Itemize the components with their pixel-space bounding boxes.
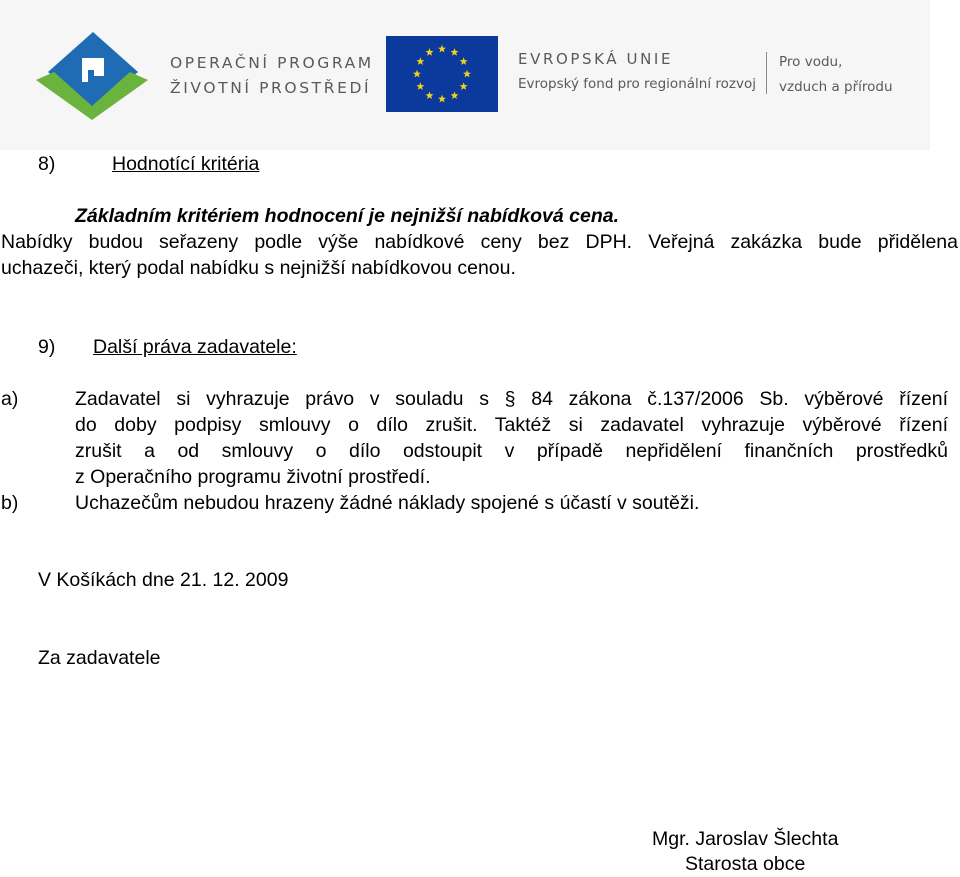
signatory-title: Starosta obce xyxy=(685,853,806,875)
opzp-program-name xyxy=(170,51,374,101)
item-a-marker: a) xyxy=(1,388,19,410)
item-a-line-4: z Operačního programu životní prostředí. xyxy=(75,466,431,488)
section-8-number: 8) xyxy=(38,153,56,175)
section-9-number: 9) xyxy=(38,336,56,358)
section-8-title: Hodnotící kritéria xyxy=(112,153,260,175)
motto-line-2: vzduch a přírodu xyxy=(779,79,893,95)
eu-title: EVROPSKÁ UNIE xyxy=(518,50,674,68)
motto-line-1: Pro vodu, xyxy=(779,54,843,70)
item-a-text xyxy=(75,386,948,490)
main-criterion: Základním kritériem hodnocení je nejnižší nabídková cena. xyxy=(75,205,619,227)
opzp-line-1: OPERAČNÍ PROGRAM xyxy=(170,54,374,72)
section-8-line-2: uchazeči, který podal nabídku s nejnižší nabídkovou cenou. xyxy=(1,257,516,279)
logo-header xyxy=(0,0,930,150)
item-b-marker: b) xyxy=(1,492,19,514)
opzp-logo-icon xyxy=(34,30,152,122)
eu-fund-name: Evropský fond pro regionální rozvoj xyxy=(518,76,756,92)
signatory-name: Mgr. Jaroslav Šlechta xyxy=(652,828,839,850)
section-8-line-1 xyxy=(1,229,958,255)
eu-flag-icon xyxy=(386,36,498,112)
opzp-line-2: ŽIVOTNÍ PROSTŘEDÍ xyxy=(170,79,372,97)
section-9-title: Další práva zadavatele: xyxy=(93,336,297,358)
motto xyxy=(779,50,893,100)
section-8-line-1-text: Nabídky budou seřazeny podle výše nabídkové ceny bez DPH. Veřejná zakázka bude přidělena xyxy=(1,231,958,253)
place-date: V Košíkách dne 21. 12. 2009 xyxy=(38,569,289,591)
item-a-line-1: Zadavatel si vyhrazuje právo v souladu s § 84 zákona č.137/2006 Sb. výběrové řízení xyxy=(75,388,948,410)
header-divider xyxy=(766,52,767,94)
item-b-text: Uchazečům nebudou hrazeny žádné náklady spojené s účastí v soutěži. xyxy=(75,492,700,514)
item-a-line-2: do doby podpisy smlouvy o dílo zrušit. Taktéž si zadavatel vyhrazuje výběrové řízení xyxy=(75,414,948,436)
on-behalf-label: Za zadavatele xyxy=(38,647,161,669)
item-a-line-3: zrušit a od smlouvy o dílo odstoupit v případě nepřidělení finančních prostředků xyxy=(75,440,948,462)
